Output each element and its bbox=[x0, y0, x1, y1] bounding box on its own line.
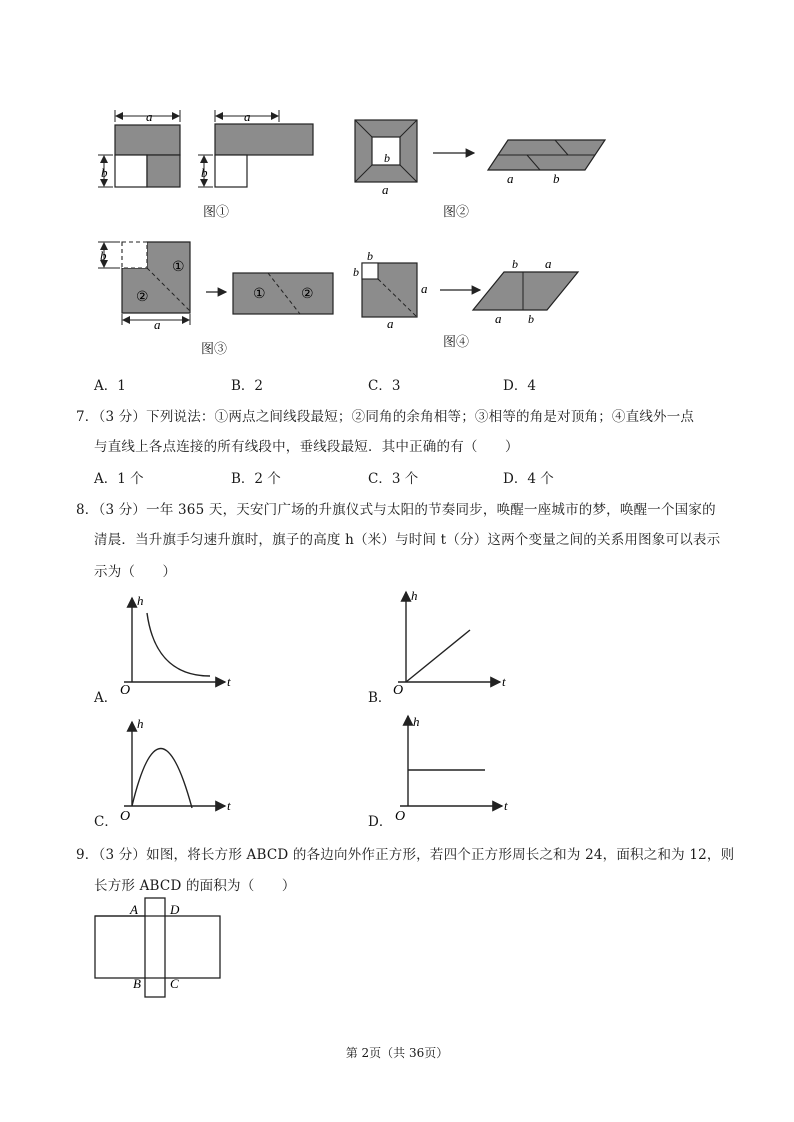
q8-graphs bbox=[0, 580, 794, 830]
graph-a-h: h bbox=[137, 593, 144, 608]
graph-d-t: t bbox=[504, 798, 508, 813]
fig1-right-label-a: a bbox=[244, 109, 251, 124]
fig3-rect-piece-2: ② bbox=[301, 287, 314, 302]
q9-line-2: 长方形 ABCD 的面积为（ ） bbox=[94, 878, 296, 894]
q7-line-1: 7．（3 分）下列说法：①两点之间线段最短；②同角的余角相等；③相等的角是对顶角；④直线外一点 bbox=[76, 409, 695, 425]
q9-vertex-d: D bbox=[170, 902, 180, 917]
graph-b-origin: O bbox=[393, 683, 404, 698]
graph-a-origin: O bbox=[120, 683, 131, 698]
graph-b-line bbox=[406, 630, 470, 682]
page-footer: 第 2页（共 36页） bbox=[345, 1046, 449, 1060]
fig1-right-label-b: b bbox=[201, 165, 208, 180]
q7-option-d[interactable]: D．4 个 bbox=[503, 471, 554, 487]
q9-vertex-a: A bbox=[130, 902, 138, 917]
fig2-square-frame bbox=[355, 120, 417, 197]
fig3-rect-piece-1: ① bbox=[253, 287, 266, 302]
fig2-parallelogram bbox=[488, 140, 605, 186]
graph-c-h: h bbox=[137, 716, 144, 731]
q6-option-a[interactable]: A．1 bbox=[94, 378, 126, 394]
fig3-caption: 图③ bbox=[201, 342, 228, 357]
q9-vertex-b: B bbox=[133, 976, 141, 991]
q8-option-b[interactable]: B． bbox=[368, 690, 392, 706]
fig3-piece-2: ② bbox=[136, 290, 149, 305]
q9-figure bbox=[0, 890, 794, 1010]
q8-option-d[interactable]: D． bbox=[368, 814, 393, 830]
fig3-left-label-b: b bbox=[100, 248, 107, 263]
fig4-para-label-a-bottom: a bbox=[495, 311, 502, 326]
graph-a bbox=[120, 593, 231, 698]
q8-option-c[interactable]: C． bbox=[94, 814, 118, 830]
fig4-square bbox=[353, 249, 428, 331]
q8-line-3: 示为（ ） bbox=[94, 564, 177, 580]
q8-line-1: 8．（3 分）一年 365 天，天安门广场的升旗仪式与太阳的节奏同步，唤醒一座城市的梦，唤醒一个国家的 bbox=[76, 502, 716, 518]
fig2-square-label-a: a bbox=[382, 182, 389, 197]
fig1-right-shape bbox=[198, 109, 313, 187]
graph-c bbox=[120, 716, 231, 824]
graph-c-curve bbox=[132, 748, 192, 808]
fig4-label-b-left: b bbox=[353, 265, 359, 279]
fig4-label-a-bottom: a bbox=[387, 316, 394, 331]
fig4-parallelogram bbox=[473, 256, 578, 326]
graph-b bbox=[393, 588, 506, 698]
graph-b-h: h bbox=[411, 588, 418, 603]
q6-option-b[interactable]: B．2 bbox=[231, 378, 264, 394]
graph-b-t: t bbox=[502, 674, 506, 689]
fig2-para-label-a: a bbox=[507, 171, 514, 186]
q7-option-b[interactable]: B．2 个 bbox=[231, 471, 281, 487]
graph-d-origin: O bbox=[395, 809, 406, 824]
q7-option-c[interactable]: C．3 个 bbox=[368, 471, 419, 487]
fig4-label-b-top: b bbox=[367, 249, 373, 263]
q7-option-a[interactable]: A．1 个 bbox=[94, 471, 144, 487]
q6-option-c[interactable]: C．3 bbox=[368, 378, 401, 394]
q6-option-d[interactable]: D．4 bbox=[503, 378, 536, 394]
fig1-left-shape bbox=[98, 109, 180, 187]
fig2-square-label-b: b bbox=[384, 151, 390, 165]
q9-line-1: 9．（3 分）如图，将长方形 ABCD 的各边向外作正方形，若四个正方形周长之和为 24，面积之和为 12，则 bbox=[76, 847, 735, 863]
q8-line-2: 清晨．当升旗手匀速升旗时，旗子的高度 h（米）与时间 t（分）这两个变量之间的关系用图象可以表示 bbox=[94, 532, 721, 548]
q7-line-2: 与直线上各点连接的所有线段中，垂线段最短．其中正确的有（ ） bbox=[94, 439, 519, 455]
fig4-para-label-a-top: a bbox=[545, 256, 552, 271]
graph-d-h: h bbox=[413, 714, 420, 729]
fig3-left-label-a: a bbox=[154, 317, 161, 332]
graph-a-t: t bbox=[227, 674, 231, 689]
fig3-rect bbox=[233, 273, 333, 314]
graph-d bbox=[395, 714, 508, 824]
fig2-para-label-b: b bbox=[553, 171, 560, 186]
graph-a-curve bbox=[147, 613, 210, 676]
fig4-label-a-right: a bbox=[421, 281, 428, 296]
q8-option-a[interactable]: A． bbox=[94, 690, 118, 706]
fig4-caption: 图④ bbox=[443, 335, 470, 350]
fig1-left-label-b: b bbox=[101, 165, 108, 180]
q9-vertical-rect bbox=[145, 898, 165, 997]
q9-vertex-c: C bbox=[170, 976, 179, 991]
graph-c-t: t bbox=[227, 798, 231, 813]
fig3-piece-1: ① bbox=[172, 260, 185, 275]
graph-c-origin: O bbox=[120, 809, 131, 824]
fig3-left-shape bbox=[98, 242, 190, 332]
fig4-para-label-b-top: b bbox=[512, 257, 518, 271]
fig1-caption: 图① bbox=[203, 205, 230, 220]
figure-1 bbox=[0, 0, 794, 360]
fig2-caption: 图② bbox=[443, 205, 470, 220]
fig1-left-label-a: a bbox=[146, 109, 153, 124]
fig4-para-label-b-bottom: b bbox=[528, 312, 534, 326]
